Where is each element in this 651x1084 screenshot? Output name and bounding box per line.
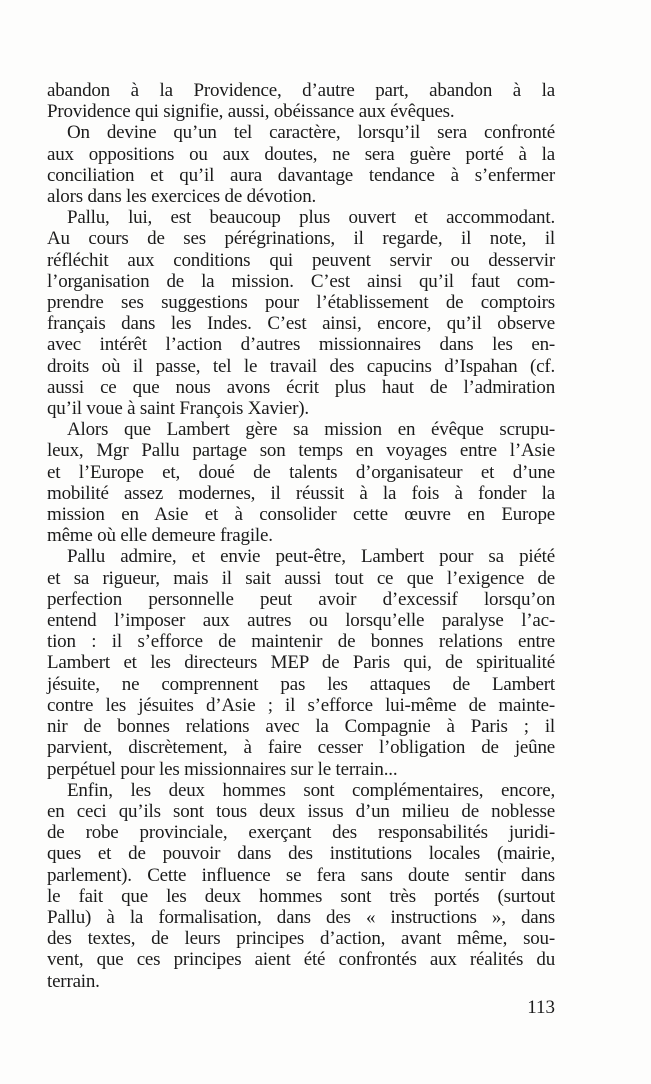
page-number: 113 <box>527 997 555 1018</box>
paragraph <box>47 80 555 122</box>
text-line: de robe provinciale, exerçant des responsabilités juridi- <box>47 822 555 844</box>
text-line: perfection personnelle peut avoir d’excessif lorsqu’on <box>47 588 555 610</box>
text-line: français dans les Indes. C’est ainsi, encore, qu’il observe <box>47 313 555 335</box>
text-line: qu’il voue à saint François Xavier). <box>47 398 309 420</box>
body-text <box>47 80 555 992</box>
text-line: terrain. <box>47 970 100 992</box>
text-line: On devine qu’un tel caractère, lorsqu’il sera confronté <box>67 122 555 144</box>
text-line: le fait que les deux hommes sont très portés (surtout <box>47 885 555 907</box>
text-line: vent, que ces principes aient été confrontés aux réalités du <box>47 949 555 971</box>
paragraph <box>47 780 555 992</box>
text-line: nir de bonnes relations avec la Compagnie à Paris ; il <box>47 716 555 738</box>
text-line: prendre ses suggestions pour l’établissement de comptoirs <box>47 292 555 314</box>
text-line: alors dans les exercices de dévotion. <box>47 186 317 208</box>
text-line: aux oppositions ou aux doutes, ne sera guère porté à la <box>47 143 555 165</box>
text-line: Enfin, les deux hommes sont complémentaires, encore, <box>67 779 555 801</box>
text-line: Pallu admire, et envie peut-être, Lambert pour sa piété <box>67 546 555 568</box>
text-line: en ceci qu’ils sont tous deux issus d’un milieu de noblesse <box>47 800 555 822</box>
text-line: ques et de pouvoir dans des institutions locales (mairie, <box>47 843 555 865</box>
text-line: parvient, discrètement, à faire cesser l’obligation de jeûne <box>47 737 555 759</box>
text-line: et l’Europe et, doué de talents d’organisateur et d’une <box>47 461 555 483</box>
text-line: Pallu) à la formalisation, dans des « instructions », dans <box>47 906 555 928</box>
text-line: contre les jésuites d’Asie ; il s’efforce lui-même de mainte- <box>47 694 555 716</box>
text-line: Pallu, lui, est beaucoup plus ouvert et accommodant. <box>67 207 555 229</box>
text-line: réfléchit aux conditions qui peuvent servir ou desservir <box>47 249 555 271</box>
text-line: Au cours de ses pérégrinations, il regarde, il note, il <box>47 228 555 250</box>
paragraph <box>47 207 555 419</box>
text-line: conciliation et qu’il aura davantage tendance à s’enfermer <box>47 164 555 186</box>
text-line: parlement). Cette influence se fera sans doute sentir dans <box>47 864 555 886</box>
paragraph <box>47 419 555 546</box>
text-line: droits où il passe, tel le travail des capucins d’Ispahan (cf. <box>47 355 555 377</box>
text-line: aussi ce que nous avons écrit plus haut de l’admiration <box>47 376 555 398</box>
text-line: perpétuel pour les missionnaires sur le terrain... <box>47 758 398 780</box>
text-line: mobilité assez modernes, il réussit à la fois à fonder la <box>47 482 555 504</box>
text-line: Alors que Lambert gère sa mission en évêque scrupu- <box>67 419 555 441</box>
text-line: Providence qui signifie, aussi, obéissance aux évêques. <box>47 101 455 123</box>
text-line: abandon à la Providence, d’autre part, abandon à la <box>47 80 555 101</box>
text-line: des textes, de leurs principes d’action, avant même, sou- <box>47 928 555 950</box>
paragraph <box>47 546 555 779</box>
text-line: même où elle demeure fragile. <box>47 525 273 547</box>
text-line: entend l’imposer aux autres ou lorsqu’elle paralyse l’ac- <box>47 610 555 632</box>
text-line: l’organisation de la mission. C’est ainsi qu’il faut com- <box>47 270 555 292</box>
text-line: avec intérêt l’action d’autres missionnaires dans les en- <box>47 334 555 356</box>
text-line: mission en Asie et à consolider cette œuvre en Europe <box>47 504 555 526</box>
text-line: et sa rigueur, mais il sait aussi tout ce que l’exigence de <box>47 567 555 589</box>
text-line: tion : il s’efforce de maintenir de bonnes relations entre <box>47 631 555 653</box>
text-line: jésuite, ne comprennent pas les attaques de Lambert <box>47 673 555 695</box>
paragraph <box>47 122 555 207</box>
text-line: Lambert et les directeurs MEP de Paris qui, de spiritualité <box>47 652 555 674</box>
text-line: leux, Mgr Pallu partage son temps en voyages entre l’Asie <box>47 440 555 462</box>
